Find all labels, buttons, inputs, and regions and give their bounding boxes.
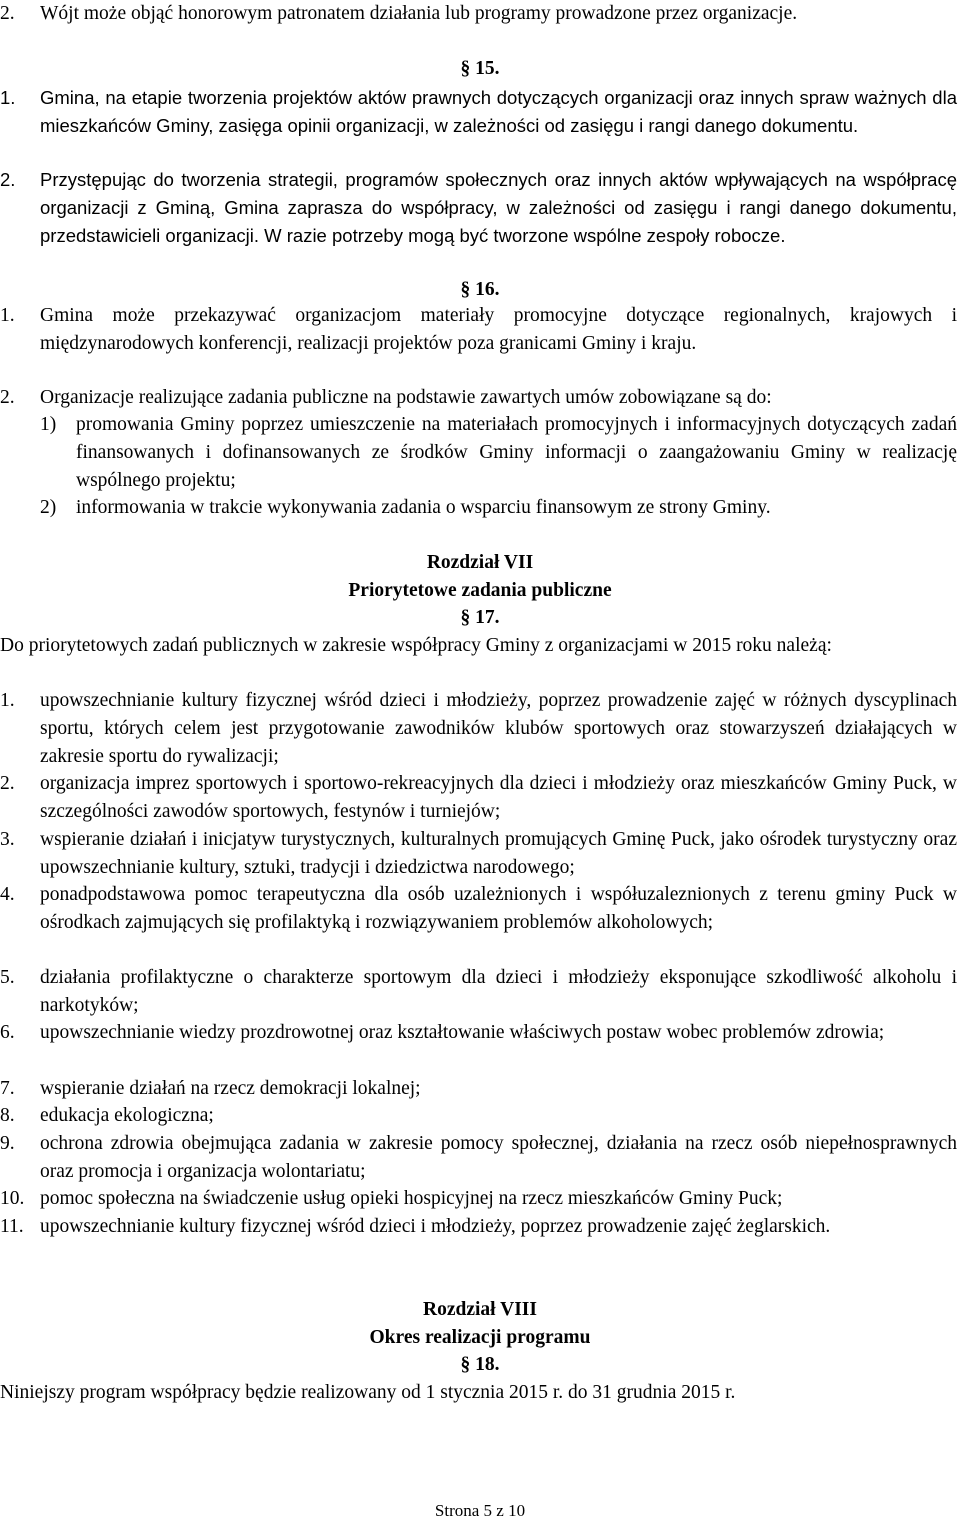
sub-list-item-text: promowania Gminy poprzez umieszczenie na materiałach promocyjnych i informacyjnych dotyczących zadań finansowanych i dofinansowanych ze środków Gminy informacji o zaangażowaniu Gminy w realizację wspólnego projektu;	[76, 414, 957, 491]
section-sign-16: § 16.	[460, 279, 500, 300]
list-item-text: ponadpodstawowa pomoc terapeutyczna dla osób uzależnionych i współuzaleznionych z terenu gminy Puck w ośrodkach zajmujących się profilaktyką i rozwiązywaniem problemów alkoholowych;	[40, 884, 957, 933]
list-item-text: organizacja imprez sportowych i sportowo-rekreacyjnych dla dzieci i młodzieży oraz mieszkańców Gminy Puck, w szczególności zawodów sportowych, festynów i turniejów;	[40, 773, 957, 822]
list-item	[0, 84, 960, 140]
section-body-text: Niniejszy program współpracy będzie realizowany od 1 stycznia 2015 r. do 31 grudnia 2015 r.	[0, 1382, 736, 1403]
sub-list-item	[0, 411, 960, 495]
list-item-text: pomoc społeczna na świadczenie usług opieki hospicyjnej na rzecz mieszkańców Gminy Puck;	[40, 1188, 783, 1209]
list-item-text: upowszechnianie wiedzy prozdrowotnej oraz kształtowanie właściwych postaw wobec problemów zdrowia;	[40, 1022, 885, 1043]
list-item-number: 8.	[0, 1105, 15, 1126]
list-item	[0, 384, 960, 412]
list-item-text: edukacja ekologiczna;	[40, 1105, 214, 1126]
list-item	[0, 1075, 960, 1103]
list-item-number: 7.	[0, 1078, 15, 1099]
sub-list-item-number: 2)	[40, 497, 57, 518]
list-item-number: 4.	[0, 884, 15, 905]
list-item	[0, 1213, 960, 1241]
list-item-text: Gmina, na etapie tworzenia projektów aktów prawnych dotyczących organizacji oraz innych spraw ważnych dla mieszkańców Gminy, zasięga opinii organizacji, w zależności od zasięgu i rangi danego dokumentu.	[40, 87, 957, 136]
list-item	[0, 1130, 960, 1186]
section-sign-18: § 18.	[460, 1354, 500, 1375]
list-item	[0, 1185, 960, 1213]
list-item-number: 1.	[0, 305, 15, 326]
list-item-number: 6.	[0, 1022, 15, 1043]
list-item-number: 2.	[0, 387, 15, 408]
list-item-number: 1.	[0, 87, 16, 108]
list-item	[0, 826, 960, 882]
list-item	[0, 881, 960, 937]
list-item-number: 9.	[0, 1133, 15, 1154]
list-item-text: Przystępując do tworzenia strategii, programów społecznych oraz innych aktów wpływających na współpracę organizacji z Gminą, Gmina zaprasza do współpracy, w zależności od zasięgu i rangi danego dokumentu, przedstawicieli organizacji. W razie potrzeby mogą być tworzone wspólne zespoły robocze.	[40, 169, 957, 246]
list-item-number: 11.	[0, 1216, 24, 1237]
list-item-text: ochrona zdrowia obejmująca zadania w zakresie pomocy społecznej, działania na rzecz osób niepełnosprawnych oraz promocja i organizacja wolontariatu;	[40, 1133, 957, 1182]
list-item	[0, 1019, 960, 1047]
list-item-number: 2.	[0, 169, 16, 190]
section-intro: Do priorytetowych zadań publicznych w zakresie współpracy Gminy z organizacjami w 2015 roku należą:	[0, 635, 832, 656]
sub-list-item	[0, 494, 960, 522]
list-item-text: Organizacje realizujące zadania publiczne na podstawie zawartych umów zobowiązane są do:	[40, 387, 772, 408]
section-sign-15: § 15.	[460, 58, 500, 79]
list-item-text: Wójt może objąć honorowym patronatem działania lub programy prowadzone przez organizacje.	[40, 3, 798, 24]
chapter-subtitle: Okres realizacji programu	[369, 1327, 591, 1348]
list-item-text: Gmina może przekazywać organizacjom materiały promocyjne dotyczące regionalnych, krajowych i międzynarodowych konferencji, realizacji projektów poza granicami Gminy i kraju.	[40, 305, 957, 354]
list-item-text: wspieranie działań na rzecz demokracji lokalnej;	[40, 1078, 421, 1099]
list-item-number: 10.	[0, 1188, 25, 1209]
chapter-title: Rozdział VII	[426, 552, 534, 573]
list-item-number: 3.	[0, 829, 15, 850]
section-sign-17: § 17.	[460, 607, 500, 628]
page-number: Strona 5 z 10	[434, 1501, 526, 1520]
sub-list-item-number: 1)	[40, 414, 57, 435]
chapter-title: Rozdział VIII	[423, 1299, 537, 1320]
list-item	[0, 0, 960, 28]
list-item-text: działania profilaktyczne o charakterze sportowym dla dzieci i młodzieży eksponujące szkodliwość alkoholu i narkotyków;	[40, 967, 957, 1016]
list-item-text: wspieranie działań i inicjatyw turystycznych, kulturalnych promujących Gminę Puck, jako ośrodek turystyczny oraz upowszechnianie kultury, sztuki, tradycji i dziedzictwa narodowego;	[40, 829, 957, 878]
list-item-text: upowszechnianie kultury fizycznej wśród dzieci i młodzieży, poprzez prowadzenie zajęć w różnych dyscyplinach sportu, których celem jest przygotowanie zawodników klubów sportowych oraz stowarzyszeń działających w zakresie sportu do rywalizacji;	[40, 690, 957, 767]
list-item	[0, 964, 960, 1020]
list-item	[0, 166, 960, 250]
chapter-subtitle: Priorytetowe zadania publiczne	[348, 580, 612, 601]
list-item	[0, 770, 960, 826]
list-item	[0, 687, 960, 771]
list-item-number: 2.	[0, 773, 15, 794]
list-item-number: 5.	[0, 967, 15, 988]
list-item-number: 2.	[0, 3, 15, 24]
list-item	[0, 1102, 960, 1130]
list-item-number: 1.	[0, 690, 15, 711]
sub-list-item-text: informowania w trakcie wykonywania zadania o wsparciu finansowym ze strony Gminy.	[76, 497, 771, 518]
list-item-text: upowszechnianie kultury fizycznej wśród dzieci i młodzieży, poprzez prowadzenie zajęć żeglarskich.	[40, 1216, 831, 1237]
list-item	[0, 302, 960, 358]
